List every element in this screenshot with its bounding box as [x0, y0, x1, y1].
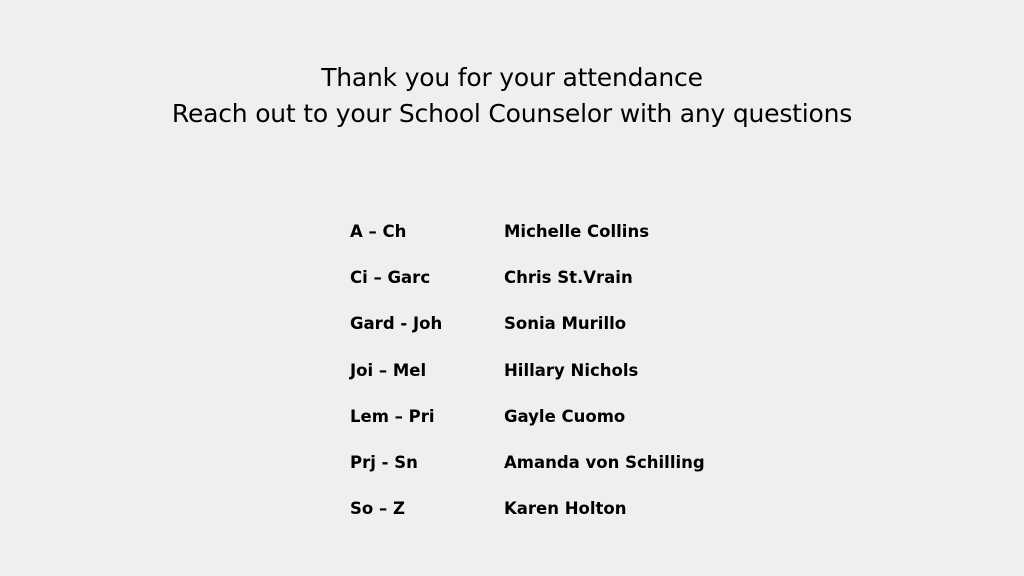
slide-title	[0, 60, 1024, 132]
title-line-reach-out: Reach out to your School Counselor with any questions	[171, 99, 853, 128]
roster-row	[350, 264, 770, 310]
counselor-name: Michelle Collins	[504, 222, 650, 241]
alpha-range: Prj - Sn	[350, 452, 418, 472]
roster-row	[350, 495, 770, 541]
roster-row	[350, 449, 770, 495]
roster-row	[350, 310, 770, 356]
counselor-name: Chris St.Vrain	[504, 268, 633, 288]
counselor-name: Gayle Cuomo	[504, 406, 626, 426]
roster-row	[350, 218, 770, 264]
alpha-range: Lem – Pri	[350, 406, 435, 426]
counselor-name: Sonia Murillo	[504, 314, 627, 334]
roster-row	[350, 403, 770, 449]
roster-row	[350, 357, 770, 403]
alpha-range: A – Ch	[350, 222, 407, 241]
counselor-name: Amanda von Schilling	[504, 452, 705, 472]
counselor-roster	[350, 218, 770, 541]
alpha-range: So – Z	[350, 499, 405, 519]
title-line-thanks: Thank you for your attendance	[321, 63, 703, 92]
counselor-name: Hillary Nichols	[504, 360, 639, 380]
alpha-range: Ci – Garc	[350, 268, 431, 288]
counselor-name: Karen Holton	[504, 499, 627, 519]
alpha-range: Joi – Mel	[350, 360, 427, 380]
alpha-range: Gard - Joh	[350, 314, 443, 334]
